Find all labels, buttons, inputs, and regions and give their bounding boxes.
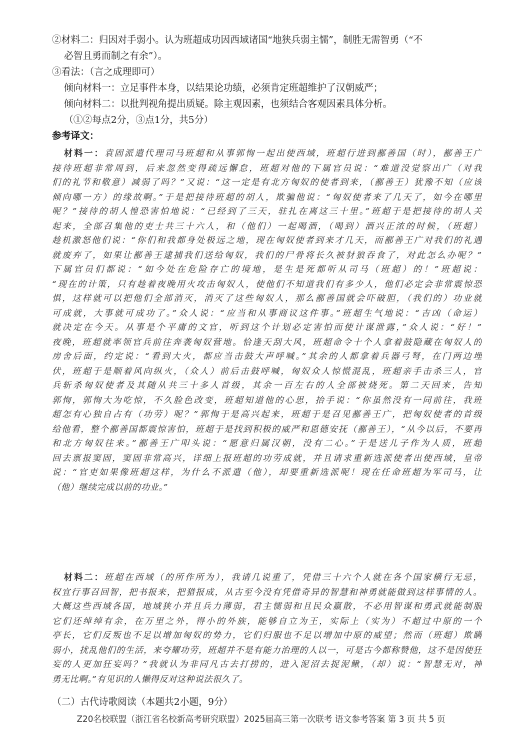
translation-line: [52, 177, 482, 190]
translation-line: [52, 601, 482, 614]
view-line2: 倾向材料二：以批判视角提出质疑。除主观因素，也须结合客观因素具体分析。: [64, 99, 393, 110]
translation-text: 就废弃了，如果让鄯善王逮捕我们送给匈奴，我们的尸骨将长久被豺狼吞食了，对此怎么办呢？”: [52, 250, 482, 261]
point2-line1: ②材料二：归因对手弱小。认为班超成功因西域诸国“地狭兵弱主懦”，制胜无需智勇（“不: [52, 35, 423, 46]
translation-text: 就决定在今天。从事是个平庸的文官，听到这个计划必定害怕而使计谋泄露，”众人说：“好！”: [52, 323, 482, 333]
section-subheading: （二）古代诗歌阅读（本题共2小题，9分）: [52, 697, 233, 708]
translation-text: 说：“官吏如果像班超这样，为什么不派遣（他），却要重新选派呢！现在任命班超为军司马，让: [52, 468, 482, 478]
translation-line: [52, 645, 482, 658]
translation-line: [52, 674, 482, 687]
translation-heading: 参考译文：: [52, 131, 99, 142]
translation-text: 惧，这样就可以把他们全部消灭，消灭了这些匈奴人，那么鄯善国就会吓破胆，（我们的）功业就: [52, 294, 482, 304]
translation-line: [52, 337, 482, 350]
translation-text: 班超在西域（的所作所为），我请几说重了，凭借三十六个人就在各个国家横行无忌，: [104, 573, 482, 583]
translation-line: [52, 409, 482, 422]
translation-text: “现在的计策，只有趁着夜晚用火攻击匈奴人，使他们不知道我们有多少人，他们必定会非常震惊恐: [52, 279, 482, 290]
translation-line: [52, 366, 482, 379]
point3-line: ③看法：（言之成理即可）: [52, 67, 160, 78]
translation-line: [52, 659, 482, 672]
translation-text: 袁固派遣代理司马班超和从事郭恂一起出使西域，班超行进到鄯善国（时），鄯善王广: [104, 149, 482, 159]
translation-text: 们的礼节和敬意）减弱了吗？”又说：“这一定是有北方匈奴的使者到来，（鄯善王）犹豫不知（应该: [52, 178, 482, 188]
translation-line: [52, 438, 482, 451]
translation-text: 下属官员们都说：“如今处在危险存亡的境地，是生是死都听从司马（班超）的！”班超说：: [52, 265, 482, 275]
translation-text: 权宜行事召回智，把书报来，把猎报成，从古至今没有凭借奇异的智慧和神勇就能做到这样事情的人。: [52, 587, 482, 598]
translation-text: 接待班超非常周到，后来忽然变得疏远懈怠，班超对他的下属官员说：“难道没觉察出广（对我: [52, 163, 482, 174]
translation-line: [52, 482, 482, 495]
translation-text: 亭长，它们反叛也不足以增加匈奴的势力，它们归服也不足以增加中原的威望；然而（班超）欺瞒: [52, 631, 482, 641]
translation-line: [52, 453, 482, 466]
translation-line: [52, 192, 482, 205]
translation-text: 趁机激怒他们说：“你们和我都身处极远之地，现在匈奴使者到来才几天，而鄯善王广对我们的礼遇: [52, 236, 482, 246]
translation-text: 回去禀报窦固，窦固非常高兴，详细上报班超的功劳成就，并且请求重新选派使者出使西域，皇帝: [52, 453, 482, 464]
translation-text: 和北方匈奴往来。”鄯善王广叩头说：“愿意归属汉朝，没有二心。”于是送儿子作为人质，班超: [52, 439, 482, 449]
translation-line: [52, 351, 482, 364]
translation-line: [52, 630, 482, 643]
translation-line: [52, 616, 482, 629]
translation-text: 房舍后面，约定说：“看到大火，都应当击鼓大声呼喊。”其余的人都拿着兵器弓弩，在门两边埋: [52, 352, 482, 362]
translation-text: 给他看，整个鄯善国都震惊害怕，班超于是找到积极的威严和恩德安抚（鄯善王），“从今以后，不要再: [52, 424, 482, 435]
translation-line: [52, 250, 482, 263]
translation-text: 兵斩杀匈奴使者及其随从共三十多人首级，其余一百左右的人全部被烧死。第二天回来，告知: [52, 381, 482, 391]
translation-line: [52, 235, 482, 248]
translation-text: 呢？”接待的胡人惶恐害怕地说：“已经到了三天，驻扎在离这三十里。”班超于是把接待的胡人关: [52, 207, 482, 217]
translation-text: 大概这些西域各国，地域狭小并且兵力薄弱，君主懦弱和且民众羸散，不必用智谋和勇武就能制服: [52, 602, 482, 612]
translation-text: 可成就，大事就可成功了。”众人说：“应当和从事商议这件事。”班超生气地说：“吉凶（命运）: [52, 308, 482, 319]
translation-line: [52, 163, 482, 176]
page-footer: Z20名校联盟（浙江省名校新高考研究联盟）2025届高三第一次联考 语文参考答案 第 3 页 共 5 页: [76, 714, 446, 724]
translation-line: [52, 587, 482, 600]
translation-line: [52, 279, 482, 292]
translation-text: 妄的人更加狂妄吗？”我就认为非同凡古去打捞的，进入泥沼去捉泥鳅，（却）说：“智慧无对，神: [52, 660, 482, 670]
translation-line: [52, 322, 482, 335]
translation-line: [52, 380, 482, 393]
translation-text: 伏，班超于是顺着风向纵火，（众人）前后击鼓呼喊，匈奴众人惊慌混乱，班超亲手击杀三人，官: [52, 366, 482, 377]
translation-text: 它们还绰绰有余，在万里之外，得小的外族，能够自立为王，实际上（实为）不超过中原的一个: [52, 616, 482, 627]
translation-line: [52, 395, 482, 408]
translation-line: [64, 572, 482, 585]
translation-line: [52, 308, 482, 321]
material-one-label: 材料一：: [64, 149, 105, 159]
translation-line: [64, 148, 482, 161]
translation-text: 勇无比啊。”有见识的人懒得反对这种说法很久了。: [52, 674, 249, 685]
translation-text: 超怎有心独自占有（功劳）呢？”郭恂于是高兴起来，班超于是召见鄯善王广，把匈奴使者的首级: [52, 410, 482, 420]
translation-line: [52, 424, 482, 437]
material-two-label: 材料二：: [64, 573, 105, 583]
scoring-line: （①②每点2分，③点1分，共5分）: [64, 115, 214, 126]
translation-line: [52, 221, 482, 234]
translation-text: 弱小，扰乱他们的生活，来夸耀功劳，班超并不是有能力治理的人以一，可是古今都称赞他，这不是因使狂: [52, 645, 482, 656]
view-line1: 倾向材料一：立足事件本身，以结果论功绩，必须肯定班超维护了汉朝威严；: [64, 83, 383, 94]
translation-line: [52, 264, 482, 277]
translation-text: （他）继续完成以前的功业。”: [52, 482, 169, 493]
translation-text: 郭恂，郭恂大为吃惊，不久脸色改变，班超知道他的心思，抬手说：“你虽然没有一同前往，我班: [52, 395, 482, 406]
translation-line: [52, 293, 482, 306]
point2-line2: 必智且勇而制之有余”）。: [64, 51, 168, 62]
translation-text: 起来，全部召集他的吏士共三十六人，和（他们）一起喝酒，（喝到）酒兴正浓的时候，（班超）: [52, 221, 482, 232]
translation-line: [52, 467, 482, 480]
translation-text: 夜晚，班超就率领官兵前往奔袭匈奴营地。恰逢天刮大风，班超命令十个人拿着鼓隐藏在匈奴人的: [52, 337, 482, 348]
translation-line: [52, 206, 482, 219]
translation-text: 倾向哪一方）的缘故啊。”于是把接待班超的胡人，欺骗他说：“匈奴使者来了几天了，如今在哪里: [52, 192, 482, 203]
